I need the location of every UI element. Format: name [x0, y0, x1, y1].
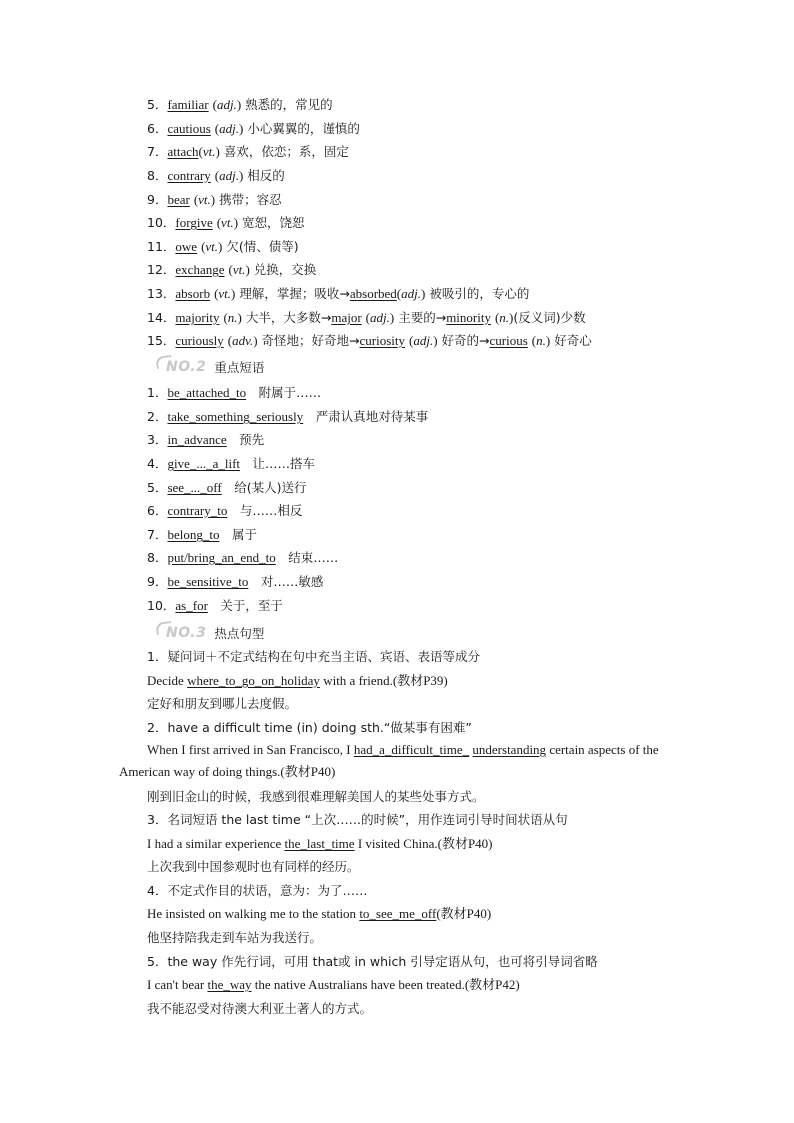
phrase-text: belong_to	[167, 527, 220, 542]
item-number: 9．	[147, 574, 168, 589]
vocab-item: 13．absorb (vt.) 理解，掌握；吸收→absorbed(adj.) 被吸引的，专心的	[147, 286, 530, 301]
item-number: 8．	[147, 168, 168, 183]
part-of-speech: adj.	[219, 168, 239, 183]
fill-blank: where_to_go_on_holiday	[187, 673, 320, 688]
vocab-item: 8．contrary (adj.) 相反的	[147, 168, 285, 183]
vocab-item: 7．attach(vt.) 喜欢，依恋；系，固定	[147, 144, 349, 159]
fill-blank: to_see_me_off	[359, 906, 437, 921]
item-number: 10．	[147, 598, 176, 613]
pattern-heading: 5．the way 作先行词，可用 that或 in which 引导定语从句，也可将引导词省略	[147, 954, 598, 969]
sentence-text: certain aspects of the American way of doing things.(教材P40)	[119, 742, 659, 779]
phrase-text: in_advance	[167, 432, 227, 447]
translation: 定好和朋友到哪儿去度假。	[147, 696, 298, 711]
phrase-item	[147, 549, 338, 567]
translation: 他坚持陪我走到车站为我送行。	[147, 930, 323, 945]
vocab-meaning: 好奇的→	[441, 333, 490, 348]
vocab-meaning: (反义词)少数	[513, 310, 586, 325]
vocab-meaning: 理解，掌握；吸收→	[239, 286, 350, 301]
example-sentence	[119, 739, 679, 783]
phrase-meaning: 对……敏感	[260, 574, 324, 589]
phrase-text: put/bring_an_end_to	[167, 550, 276, 565]
section-number-badge: NO.3	[158, 625, 206, 641]
vocab-meaning: 大半，大多数→	[245, 310, 332, 325]
item-number: 7．	[147, 527, 168, 542]
vocab-word: owe	[175, 239, 198, 254]
item-number: 11．	[147, 239, 176, 254]
translation: 刚到旧金山的时候，我感到很难理解美国人的某些处事方式。	[147, 789, 485, 804]
phrase-item	[147, 573, 323, 591]
vocab-word: bear	[167, 192, 190, 207]
phrase-meaning: 关于，至于	[220, 598, 283, 613]
item-number: 13．	[147, 286, 176, 301]
part-of-speech: n.	[227, 310, 238, 325]
vocab-meaning: 奇怪地；好奇地→	[261, 333, 360, 348]
phrase-text: see_..._off	[167, 480, 222, 495]
sentence-text: I can't bear	[147, 977, 208, 992]
item-number: 1．	[147, 385, 168, 400]
vocab-word: absorb	[175, 286, 211, 301]
item-number: 6．	[147, 503, 168, 518]
fill-blank: understanding	[472, 742, 547, 757]
vocab-word: familiar	[167, 97, 209, 112]
vocab-meaning: 主要的→	[398, 310, 447, 325]
item-number: 15．	[147, 333, 176, 348]
part-of-speech: adj.	[219, 121, 239, 136]
sentence-text: I had a similar experience	[147, 836, 285, 851]
translation: 上次我到中国参观时也有同样的经历。	[147, 859, 360, 874]
sentence-text: with a friend.(教材P39)	[319, 673, 448, 688]
vocab-item: 5．familiar (adj.) 熟悉的，常见的	[147, 97, 333, 112]
phrase-text: take_something_seriously	[167, 409, 304, 424]
phrase-meaning: 附属于……	[258, 385, 322, 400]
vocab-word: curiosity	[359, 333, 405, 348]
phrase-item	[147, 502, 302, 520]
pattern-heading: 1．疑问词＋不定式结构在句中充当主语、宾语、表语等成分	[147, 649, 480, 664]
item-number: 7．	[147, 144, 168, 159]
vocab-item: 10．forgive (vt.) 宽恕，饶恕	[147, 215, 305, 230]
item-number: 8．	[147, 550, 168, 565]
vocab-word: attach	[167, 144, 199, 159]
item-number: 5．	[147, 97, 168, 112]
fill-blank: had_a_difficult_time_	[353, 742, 470, 757]
pattern-heading: 3．名词短语 the last time “上次……的时候”，用作连词引导时间状语从句	[147, 812, 568, 827]
part-of-speech: vt.	[198, 192, 211, 207]
part-of-speech: adj.	[370, 310, 390, 325]
phrase-text: contrary_to	[167, 503, 228, 518]
phrase-text: as_for	[175, 598, 208, 613]
phrase-item	[147, 526, 257, 544]
part-of-speech: adv.	[232, 333, 254, 348]
phrase-meaning: 给(某人)送行	[234, 480, 307, 495]
item-number: 14．	[147, 310, 176, 325]
vocab-word: forgive	[175, 215, 213, 230]
part-of-speech: vt.	[202, 144, 216, 159]
part-of-speech: vt.	[218, 286, 232, 301]
vocab-word: minority	[446, 310, 491, 325]
vocab-item: 11．owe (vt.) 欠(情、债等)	[147, 239, 299, 254]
sentence-text: When I first arrived in San Francisco, I	[147, 742, 354, 757]
vocab-meaning: 熟悉的，常见的	[245, 97, 333, 112]
part-of-speech: adj.	[401, 286, 422, 301]
vocab-item: 12．exchange (vt.) 兑换，交换	[147, 262, 317, 277]
vocab-meaning: 好奇心	[554, 333, 592, 348]
vocab-meaning: 被吸引的，专心的	[429, 286, 530, 301]
item-number: 4．	[147, 456, 168, 471]
vocab-word: majority	[175, 310, 220, 325]
phrase-item	[147, 479, 307, 497]
part-of-speech: n.	[536, 333, 546, 348]
phrase-item	[147, 408, 428, 426]
section-title: 重点短语	[214, 360, 265, 375]
section-number-badge: NO.2	[158, 359, 206, 375]
phrase-meaning: 属于	[231, 527, 257, 542]
example-sentence	[147, 976, 520, 994]
vocab-meaning: 兑换，交换	[253, 262, 317, 277]
phrase-meaning: 与……相反	[239, 503, 303, 518]
sentence-text: (教材P40)	[436, 906, 492, 921]
sentence-text: Decide	[147, 673, 188, 688]
item-number: 3．	[147, 432, 168, 447]
example-sentence	[147, 905, 491, 923]
phrase-meaning: 结束……	[288, 550, 339, 565]
vocab-word: absorbed	[349, 286, 397, 301]
vocab-word: exchange	[175, 262, 225, 277]
part-of-speech: n.	[499, 310, 510, 325]
phrase-text: be_sensitive_to	[167, 574, 249, 589]
section-heading	[158, 356, 264, 378]
part-of-speech: vt.	[205, 239, 219, 254]
item-number: 9．	[147, 192, 168, 207]
item-number: 10．	[147, 215, 176, 230]
phrase-text: be_attached_to	[167, 385, 247, 400]
vocab-item: 6．cautious (adj.) 小心翼翼的，谨慎的	[147, 121, 360, 136]
phrase-meaning: 严肃认真地对待某事	[315, 409, 429, 424]
vocab-item: 14．majority (n.) 大半，大多数→major (adj.) 主要的→minority (n.)(反义词)少数	[147, 310, 586, 325]
phrase-item	[147, 384, 321, 402]
vocab-meaning: 小心翼翼的，谨慎的	[247, 121, 360, 136]
vocab-item: 9．bear (vt.) 携带；容忍	[147, 192, 282, 207]
example-sentence	[147, 672, 448, 690]
part-of-speech: adj.	[216, 97, 237, 112]
section-title: 热点句型	[214, 626, 265, 641]
section-heading	[158, 622, 264, 644]
phrase-item	[147, 455, 315, 473]
vocab-word: contrary	[167, 168, 211, 183]
phrase-meaning: 预先	[239, 432, 265, 447]
pattern-heading: 2．have a difficult time (in) doing sth.“做某事有困难”	[147, 720, 472, 735]
vocab-word: major	[331, 310, 362, 325]
vocab-meaning: 喜欢，依恋；系，固定	[223, 144, 349, 159]
vocab-word: curious	[489, 333, 528, 348]
phrase-text: give_..._a_lift	[167, 456, 241, 471]
item-number: 2．	[147, 409, 168, 424]
phrase-item	[147, 597, 283, 615]
fill-blank: the_way	[207, 977, 252, 992]
example-sentence	[147, 835, 493, 853]
part-of-speech: vt.	[221, 215, 234, 230]
translation: 我不能忍受对待澳大利亚土著人的方式。	[147, 1001, 373, 1016]
part-of-speech: adj.	[413, 333, 434, 348]
vocab-word: curiously	[175, 333, 224, 348]
sentence-text: He insisted on walking me to the station	[147, 906, 360, 921]
vocab-meaning: 携带；容忍	[219, 192, 282, 207]
part-of-speech: vt.	[232, 262, 246, 277]
item-number: 5．	[147, 480, 168, 495]
item-number: 12．	[147, 262, 176, 277]
vocab-meaning: 宽恕，饶恕	[242, 215, 305, 230]
vocab-word: cautious	[167, 121, 211, 136]
sentence-text: I visited China.(教材P40)	[354, 836, 493, 851]
vocab-meaning: 相反的	[247, 168, 285, 183]
pattern-heading: 4．不定式作目的状语，意为：为了……	[147, 883, 368, 898]
vocab-meaning: 欠(情、债等)	[226, 239, 299, 254]
sentence-text: the native Australians have been treated.(教材P42)	[251, 977, 520, 992]
phrase-meaning: 让……搭车	[252, 456, 316, 471]
item-number: 6．	[147, 121, 168, 136]
fill-blank: the_last_time	[284, 836, 355, 851]
phrase-item	[147, 431, 264, 449]
vocab-item: 15．curiously (adv.) 奇怪地；好奇地→curiosity (adj.) 好奇的→curious (n.) 好奇心	[147, 333, 592, 348]
